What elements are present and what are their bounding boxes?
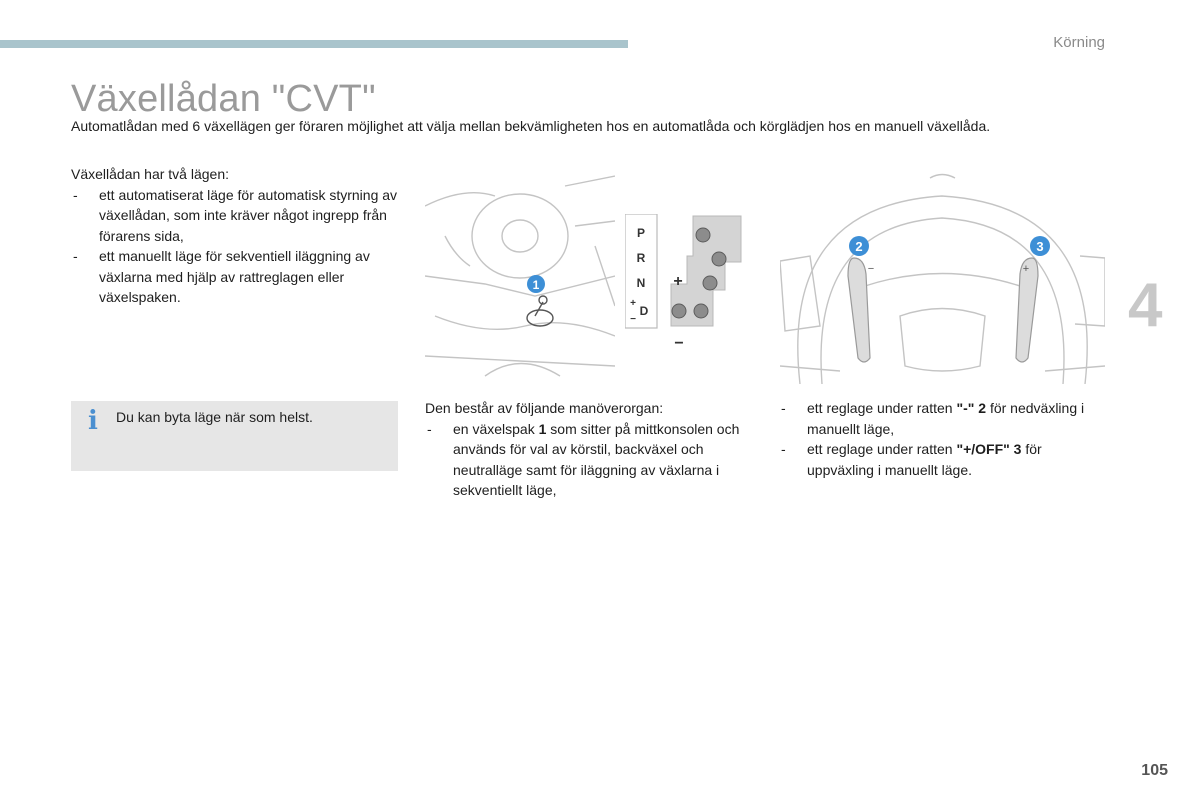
page-title: Växellådan "CVT" — [71, 78, 376, 120]
list-item: - ett automatiserat läge för automatisk styrning av växellådan, som inte kräver något ingrepp från förarens sida, — [71, 185, 401, 247]
steering-wheel-outline — [472, 194, 568, 278]
item-text: för uppväxling i manuellt läge. — [807, 441, 1042, 478]
right-column — [779, 398, 1109, 480]
modes-list — [71, 185, 401, 308]
gate-plus-label: + — [673, 273, 683, 290]
info-text: Du kan byta läge när som helst. — [116, 409, 313, 425]
gate-position-r — [712, 252, 726, 266]
paddle-plus-symbol: + — [1022, 263, 1030, 275]
list-item: - ett manuellt läge för sekventiell iläggning av växlarna med hjälp av rattreglagen eller växelspaken. — [71, 246, 401, 308]
wheel-hub — [900, 309, 985, 372]
paddles-list — [779, 398, 1109, 480]
item-text: för nedväxling i manuellt läge, — [807, 400, 1085, 437]
controls-list — [425, 419, 755, 501]
page-number: 105 — [1141, 762, 1168, 779]
section-label: Körning — [1053, 34, 1105, 51]
gear-letter-p: P — [636, 226, 646, 240]
callout-1-label: 1 — [532, 278, 540, 292]
left-column — [71, 164, 401, 308]
paddle-minus-symbol: − — [867, 263, 875, 275]
gear-lever-illustration — [425, 166, 615, 384]
gear-letter-n: N — [636, 276, 646, 290]
controls-heading: Den består av följande manöverorgan: — [425, 400, 664, 416]
intro-paragraph: Automatlådan med 6 växellägen ger föraren möjlighet att välja mellan bekvämligheten hos en automatlåda och körglädjen hos en manuell växellåda. — [71, 118, 991, 134]
gear-gate-diagram — [625, 214, 755, 349]
gear-lever — [527, 296, 553, 326]
gear-letter-d: D — [639, 304, 649, 318]
gate-minus-small: − — [630, 314, 636, 325]
header-accent-bar — [0, 40, 628, 48]
list-item — [779, 398, 1109, 439]
steering-wheel-rim — [798, 196, 1087, 384]
gate-minus-label: − — [674, 335, 684, 349]
item-text: en växelspak — [453, 420, 539, 437]
gate-position-p — [696, 228, 710, 242]
item-text: ett reglage under ratten — [807, 441, 957, 457]
item-text: som sitter på mittkonsolen och används för val av körstil, backväxel och neutralläge samt för iläggning av växlarna i sekventiellt läge, — [453, 420, 740, 498]
callout-2-label: 2 — [855, 239, 863, 254]
gate-plus-small: + — [630, 298, 636, 309]
item-bold: "+/OFF" 3 — [956, 441, 1022, 457]
item-text: ett reglage under ratten — [807, 400, 957, 416]
item-bold: 1 — [538, 420, 547, 437]
middle-column — [425, 398, 755, 501]
info-box — [71, 401, 398, 471]
callout-3-label: 3 — [1036, 239, 1044, 254]
steering-wheel-paddles-illustration — [780, 166, 1105, 384]
gear-letter-r: R — [636, 251, 646, 265]
list-item — [425, 419, 755, 501]
gate-position-manual — [672, 304, 686, 318]
gate-position-d — [694, 304, 708, 318]
paddle-minus — [848, 258, 870, 362]
item-bold: "-" 2 — [956, 400, 987, 416]
list-item — [779, 439, 1109, 480]
modes-heading: Växellådan har två lägen: — [71, 166, 229, 182]
gate-position-n — [703, 276, 717, 290]
chapter-number: 4 — [1128, 271, 1163, 340]
info-icon: i — [88, 406, 98, 436]
